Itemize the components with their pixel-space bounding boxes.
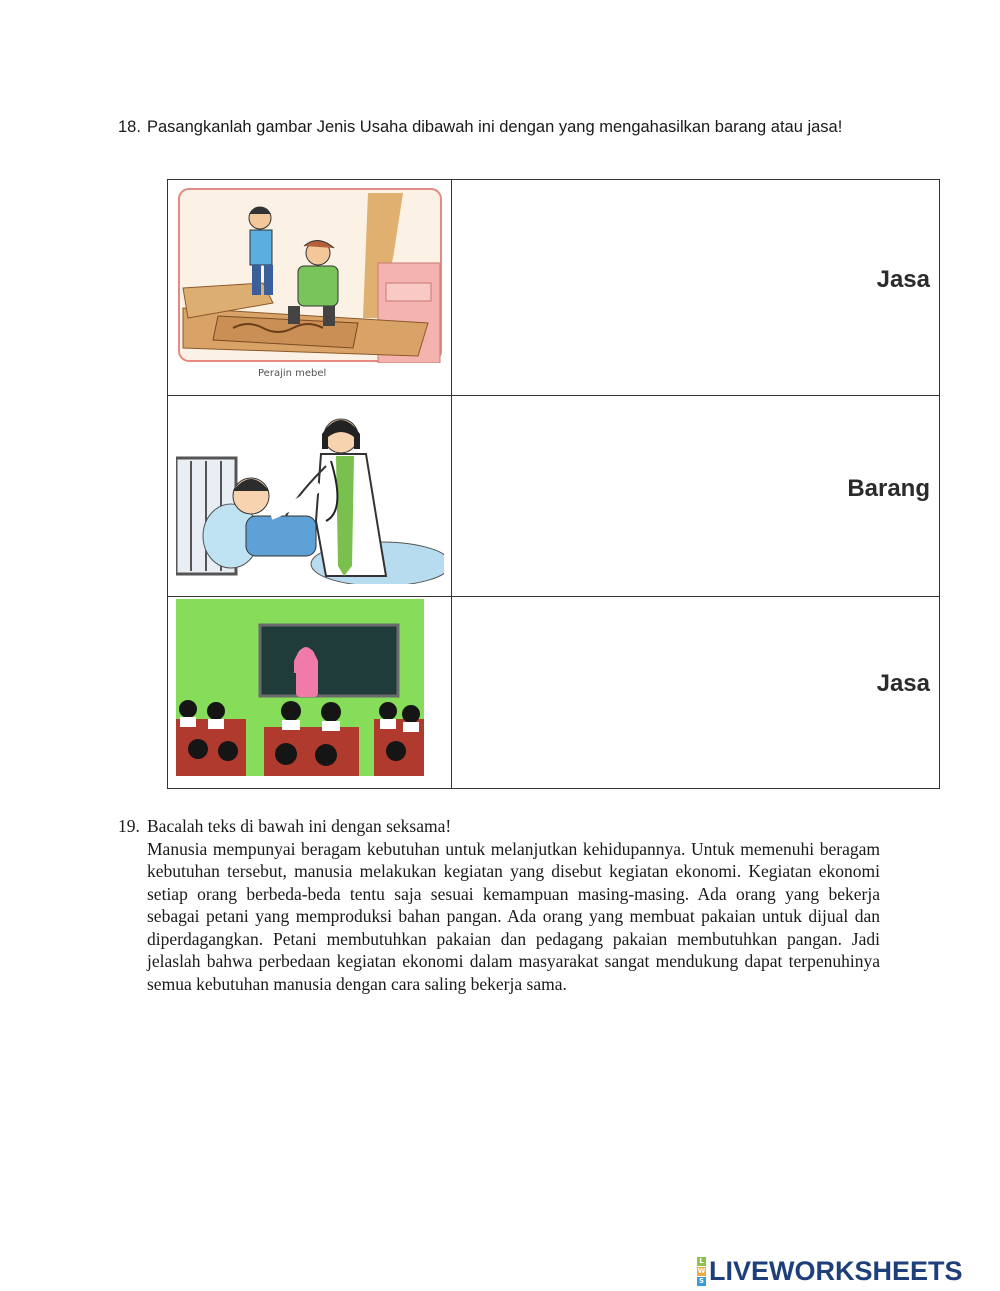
reading-paragraph: Manusia mempunyai beragam kebutuhan untuk melanjutkan kehidupannya. Untuk memenuhi beragam kebutuhan tersebut, manusia melakukan kegiatan yang disebut kegiatan ekonomi. Kegiatan ekonomi setiap orang berbeda-beda tentu saja sesuai kemampuan masing-masing. Ada orang yang bekerja sebagai petani yang memproduksi bahan pangan. Ada orang yang membuat pakaian untuk dijual dan diperdagangkan. Petani membutuhkan pakaian dan pedagang pakaian membutuhkan pangan. Jadi jelaslah bahwa perbedaan kegiatan ekonomi dalam masyarakat sangat mendukung dapat terpenuhinya semua kebutuhan manusia dengan cara saling bekerja sama.	[147, 838, 880, 994]
furniture-craftsman-illustration	[178, 188, 442, 363]
image-cell	[168, 597, 452, 789]
image-cell	[168, 396, 452, 597]
table-row	[168, 396, 940, 597]
answer-label: Jasa	[876, 670, 930, 697]
logo-block-w: W	[697, 1267, 706, 1275]
logo-text: LIVEWORKSHEETS	[709, 1256, 963, 1286]
answer-label: Jasa	[876, 266, 930, 293]
answer-cell[interactable]	[452, 180, 940, 396]
question-number: 18.	[118, 118, 141, 136]
question-text: Pasangkanlah gambar Jenis Usaha dibawah ini dengan yang mengahasilkan barang atau jasa!	[147, 118, 843, 136]
answer-label: Barang	[847, 475, 930, 502]
table-row	[168, 597, 940, 789]
question-19	[118, 815, 880, 995]
answer-cell[interactable]	[452, 597, 940, 789]
logo-block-s: S	[698, 1277, 705, 1285]
question-heading: Bacalah teks di bawah ini dengan seksama!	[147, 816, 452, 836]
logo-blocks	[697, 1257, 706, 1286]
doctor-examining-patient-illustration	[176, 406, 444, 584]
teacher-classroom-illustration	[176, 599, 424, 776]
matching-table	[167, 179, 940, 789]
image-cell	[168, 180, 452, 396]
question-18	[118, 117, 880, 138]
image-caption: Perajin mebel	[258, 368, 327, 379]
logo-block-l: L	[697, 1257, 706, 1266]
question-number: 19.	[118, 816, 140, 836]
answer-cell[interactable]	[452, 396, 940, 597]
liveworksheets-logo	[697, 1256, 963, 1287]
table-row	[168, 180, 940, 396]
